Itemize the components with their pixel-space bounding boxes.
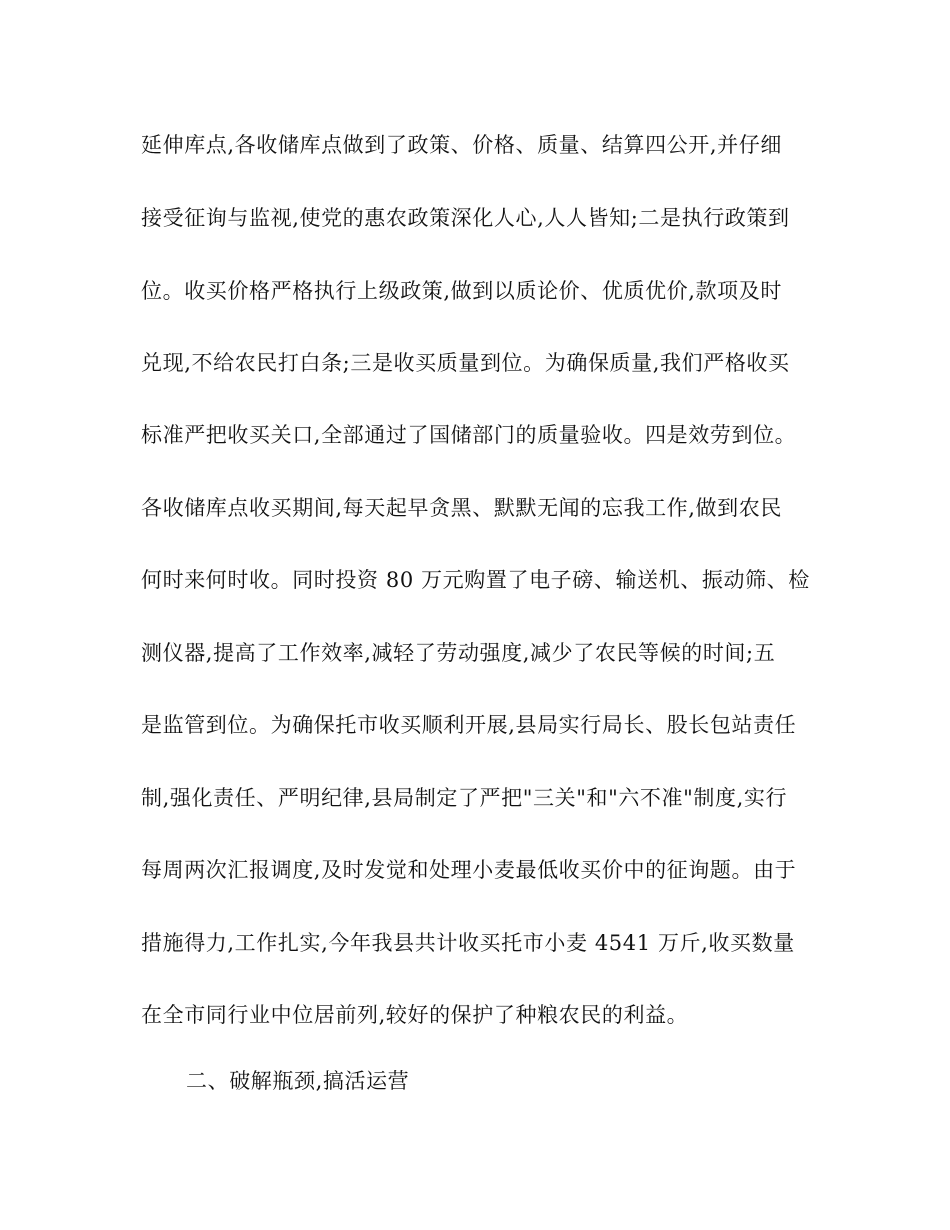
body-text-line: 制,强化责任、严明纪律,县局制定了严把"三关"和"六不准"制度,实行 [141,786,788,810]
body-text-line: 标准严把收买关口,全部通过了国储部门的质量验收。四是效劳到位。 [141,423,797,447]
body-text-line: 每周两次汇报调度,及时发觉和处理小麦最低收买价中的征询题。由于 [141,858,797,882]
body-text-line: 在全市同行业中位居前列,较好的保护了种粮农民的利益。 [141,1003,689,1027]
body-text-line: 接受征询与监视,使党的惠农政策深化人心,人人皆知;二是执行政策到 [141,206,790,230]
body-text-line: 是监管到位。为确保托市收买顺利开展,县局实行局长、股长包站责任 [141,713,797,737]
body-text-line: 测仪器,提高了工作效率,减轻了劳动强度,减少了农民等候的时间;五 [141,641,776,665]
body-text-line: 兑现,不给农民打白条;三是收买质量到位。为确保质量,我们严格收买 [141,351,790,375]
body-text-line: 位。收买价格严格执行上级政策,做到以质论价、优质优价,款项及时 [141,279,782,303]
body-text-line: 各收储库点收买期间,每天起早贪黑、默默无闻的忘我工作,做到农民 [141,496,782,520]
section-heading: 二、破解瓶颈,搞活运营 [186,1069,410,1093]
body-text-line: 延伸库点,各收储库点做到了政策、价格、质量、结算四公开,并仔细 [141,133,782,157]
body-text-line: 何时来何时收。同时投资 80 万元购置了电子磅、输送机、振动筛、检 [141,568,810,592]
body-text-line: 措施得力,工作扎实,今年我县共计收买托市小麦 4541 万斤,收买数量 [141,931,795,955]
